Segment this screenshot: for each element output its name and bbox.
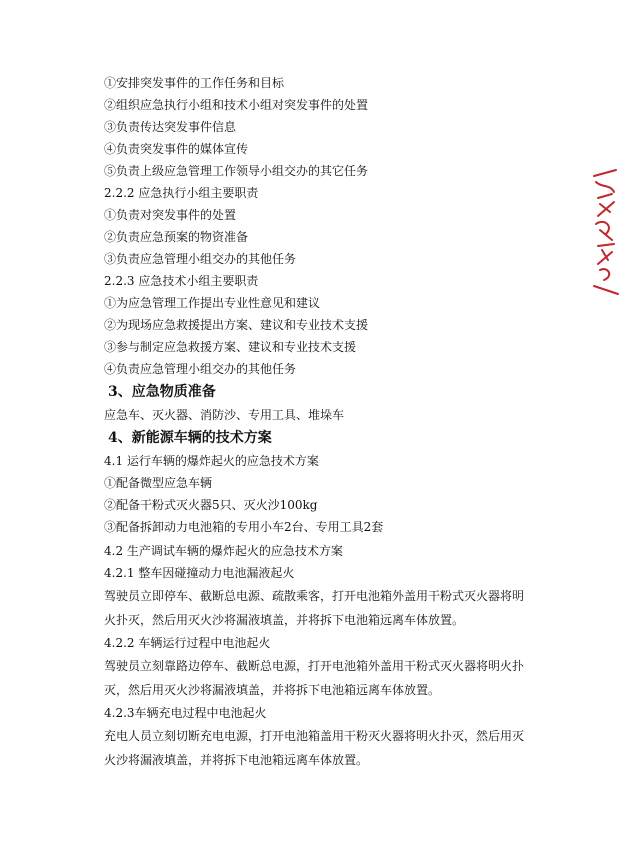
section-title: 4.1 运行车辆的爆炸起火的应急技术方案 (104, 454, 319, 468)
document-body (104, 72, 524, 772)
list-item: ③参与制定应急救援方案、建议和专业技术支援 (104, 340, 357, 354)
list-item: ①安排突发事件的工作任务和目标 (104, 76, 285, 90)
section-title: 4.2 生产调试车辆的爆炸起火的应急技术方案 (104, 544, 343, 558)
section-title: 2.2.3 应急技术小组主要职责 (104, 274, 259, 288)
list-item: ②组织应急执行小组和技术小组对突发事件的处置 (104, 98, 369, 112)
materials-text: 应急车、灭火器、消防沙、专用工具、堆垛车 (104, 408, 345, 422)
paragraph: 充电人员立刻切断充电电源，打开电池箱盖用干粉灭火器将明火扑灭，然后用灭火沙将漏液填盖，并将拆下电池箱远离车体放置。 (104, 729, 525, 767)
paragraph: 驾驶员立刻靠路边停车、截断总电源，打开电池箱外盖用干粉式灭火器将明火扑灭，然后用灭火沙将漏液填盖，并将拆下电池箱远离车体放置。 (104, 659, 525, 697)
subsection-title: 4.2.2 车辆运行过程中电池起火 (104, 636, 271, 650)
list-item: ③负责应急管理小组交办的其他任务 (104, 252, 297, 266)
list-item: ①负责对突发事件的处置 (104, 208, 237, 222)
list-item: ④负责应急管理小组交办的其他任务 (104, 362, 297, 376)
seal-stamp-icon (588, 168, 622, 298)
subsection-title: 4.2.1 整车因碰撞动力电池漏液起火 (104, 566, 295, 580)
list-item: ⑤负责上级应急管理工作领导小组交办的其它任务 (104, 164, 369, 178)
list-item: ③负责传达突发事件信息 (104, 120, 237, 134)
paragraph: 驾驶员立即停车、截断总电源、疏散乘客，打开电池箱外盖用干粉式灭火器将明火扑灭，然后用灭火沙将漏液填盖，并将拆下电池箱远离车体放置。 (104, 589, 525, 627)
list-item: ④负责突发事件的媒体宣传 (104, 142, 249, 156)
list-item: ②为现场应急救援提出方案、建议和专业技术支援 (104, 318, 369, 332)
list-item: ③配备拆卸动力电池箱的专用小车2台、专用工具2套 (104, 520, 384, 534)
section-title: 2.2.2 应急执行小组主要职责 (104, 186, 259, 200)
subsection-title: 4.2.3车辆充电过程中电池起火 (104, 706, 267, 720)
list-item: ②负责应急预案的物资准备 (104, 230, 249, 244)
list-item: ①为应急管理工作提出专业性意见和建议 (104, 296, 321, 310)
heading-materials: 3、应急物质准备 (108, 384, 216, 400)
list-item: ①配备微型应急车辆 (104, 476, 213, 490)
heading-tech-plan: 4、新能源车辆的技术方案 (108, 430, 272, 446)
list-item: ②配备干粉式灭火器5只、灭火沙100kg (104, 498, 318, 512)
